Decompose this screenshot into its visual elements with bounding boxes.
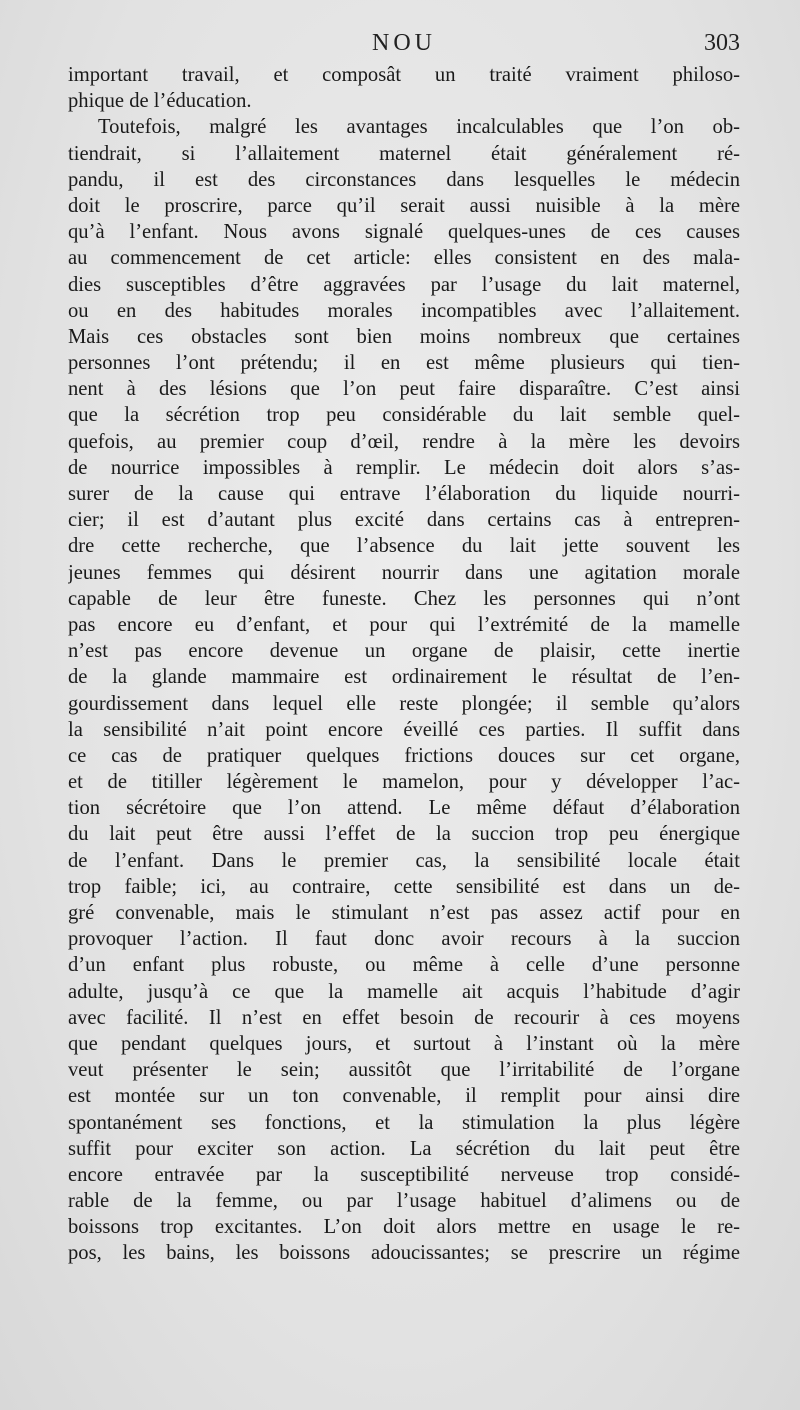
- text-line: jeunes femmes qui désirent nourrir dans une agitation morale: [68, 561, 740, 584]
- text-line: gré convenable, mais le stimulant n’est pas assez actif pour en: [68, 902, 740, 924]
- text-line: avec facilité. Il n’est en effet besoin de recourir à ces moyens: [68, 1006, 740, 1029]
- text-line: phique de l’éducation.: [68, 90, 252, 113]
- text-line: pos, les bains, les boissons adoucissantes; se prescrire un régime: [68, 1242, 740, 1265]
- text-line: personnes l’ont prétendu; il en est même plusieurs qui tien-: [68, 352, 740, 375]
- text-line: de nourrice impossibles à remplir. Le médecin doit alors s’as-: [68, 456, 740, 479]
- text-line: cier; il est d’autant plus excité dans certains cas à entrepren-: [68, 509, 740, 532]
- text-line: de la glande mammaire est ordinairement le résultat de l’en-: [68, 666, 740, 689]
- text-line: Toutefois, malgré les avantages incalculables que l’on ob-: [98, 116, 740, 139]
- text-line: tiendrait, si l’allaitement maternel était généralement ré-: [68, 142, 740, 165]
- text-line: capable de leur être funeste. Chez les personnes qui n’ont: [68, 587, 740, 610]
- text-line: quefois, au premier coup d’œil, rendre à la mère les devoirs: [68, 430, 740, 453]
- running-head: NOU: [372, 30, 436, 56]
- text-line: nent à des lésions que l’on peut faire disparaître. C’est ainsi: [68, 378, 740, 401]
- text-line: rable de la femme, ou par l’usage habituel d’alimens ou de: [68, 1190, 740, 1213]
- text-line: pandu, il est des circonstances dans lesquelles le médecin: [68, 168, 740, 191]
- text-line: suffit pour exciter son action. La sécrétion du lait peut être: [68, 1137, 740, 1160]
- text-line: boissons trop excitantes. L’on doit alors mettre en usage le re-: [68, 1216, 740, 1239]
- text-line: que pendant quelques jours, et surtout à l’instant où la mère: [68, 1032, 740, 1055]
- text-line: ou en des habitudes morales incompatibles avec l’allaitement.: [68, 299, 740, 322]
- body-text: [68, 62, 740, 1267]
- text-line: du lait peut être aussi l’effet de la succion trop peu énergique: [68, 823, 740, 846]
- text-line: gourdissement dans lequel elle reste plongée; il semble qu’alors: [68, 692, 740, 715]
- text-line: dies susceptibles d’être aggravées par l’usage du lait maternel,: [68, 273, 740, 296]
- text-line: adulte, jusqu’à ce que la mamelle ait acquis l’habitude d’agir: [68, 980, 740, 1003]
- text-line: d’un enfant plus robuste, ou même à celle d’une personne: [68, 954, 740, 977]
- text-line: dre cette recherche, que l’absence du lait jette souvent les: [68, 535, 740, 558]
- text-line: pas encore eu d’enfant, et pour qui l’extrémité de la mamelle: [68, 613, 740, 636]
- text-line: tion sécrétoire que l’on attend. Le même défaut d’élaboration: [68, 797, 740, 820]
- text-line: de l’enfant. Dans le premier cas, la sensibilité locale était: [68, 849, 740, 872]
- text-line: spontanément ses fonctions, et la stimulation la plus légère: [68, 1111, 740, 1134]
- text-line: important travail, et composât un traité vraiment philoso-: [68, 64, 740, 86]
- text-line: surer de la cause qui entrave l’élaboration du liquide nourri-: [68, 483, 740, 505]
- page-header: [68, 30, 740, 62]
- text-line: qu’à l’enfant. Nous avons signalé quelques-unes de ces causes: [68, 221, 740, 244]
- text-line: que la sécrétion trop peu considérable du lait semble quel-: [68, 404, 740, 427]
- text-line: veut présenter le sein; aussitôt que l’irritabilité de l’organe: [68, 1059, 740, 1082]
- text-line: Mais ces obstacles sont bien moins nombreux que certaines: [68, 325, 740, 348]
- text-line: est montée sur un ton convenable, il remplit pour ainsi dire: [68, 1085, 740, 1108]
- text-line: encore entravée par la susceptibilité nerveuse trop considé-: [68, 1163, 740, 1186]
- text-line: au commencement de cet article: elles consistent en des mala-: [68, 247, 740, 270]
- page-number: 303: [704, 30, 740, 56]
- text-line: provoquer l’action. Il faut donc avoir recours à la succion: [68, 928, 740, 951]
- text-line: doit le proscrire, parce qu’il serait aussi nuisible à la mère: [68, 194, 740, 217]
- text-line: et de titiller légèrement le mamelon, pour y développer l’ac-: [68, 771, 740, 794]
- text-line: trop faible; ici, au contraire, cette sensibilité est dans un de-: [68, 875, 740, 898]
- text-line: ce cas de pratiquer quelques frictions douces sur cet organe,: [68, 744, 740, 767]
- text-line: n’est pas encore devenue un organe de plaisir, cette inertie: [68, 640, 740, 663]
- text-line: la sensibilité n’ait point encore éveillé ces parties. Il suffit dans: [68, 718, 740, 741]
